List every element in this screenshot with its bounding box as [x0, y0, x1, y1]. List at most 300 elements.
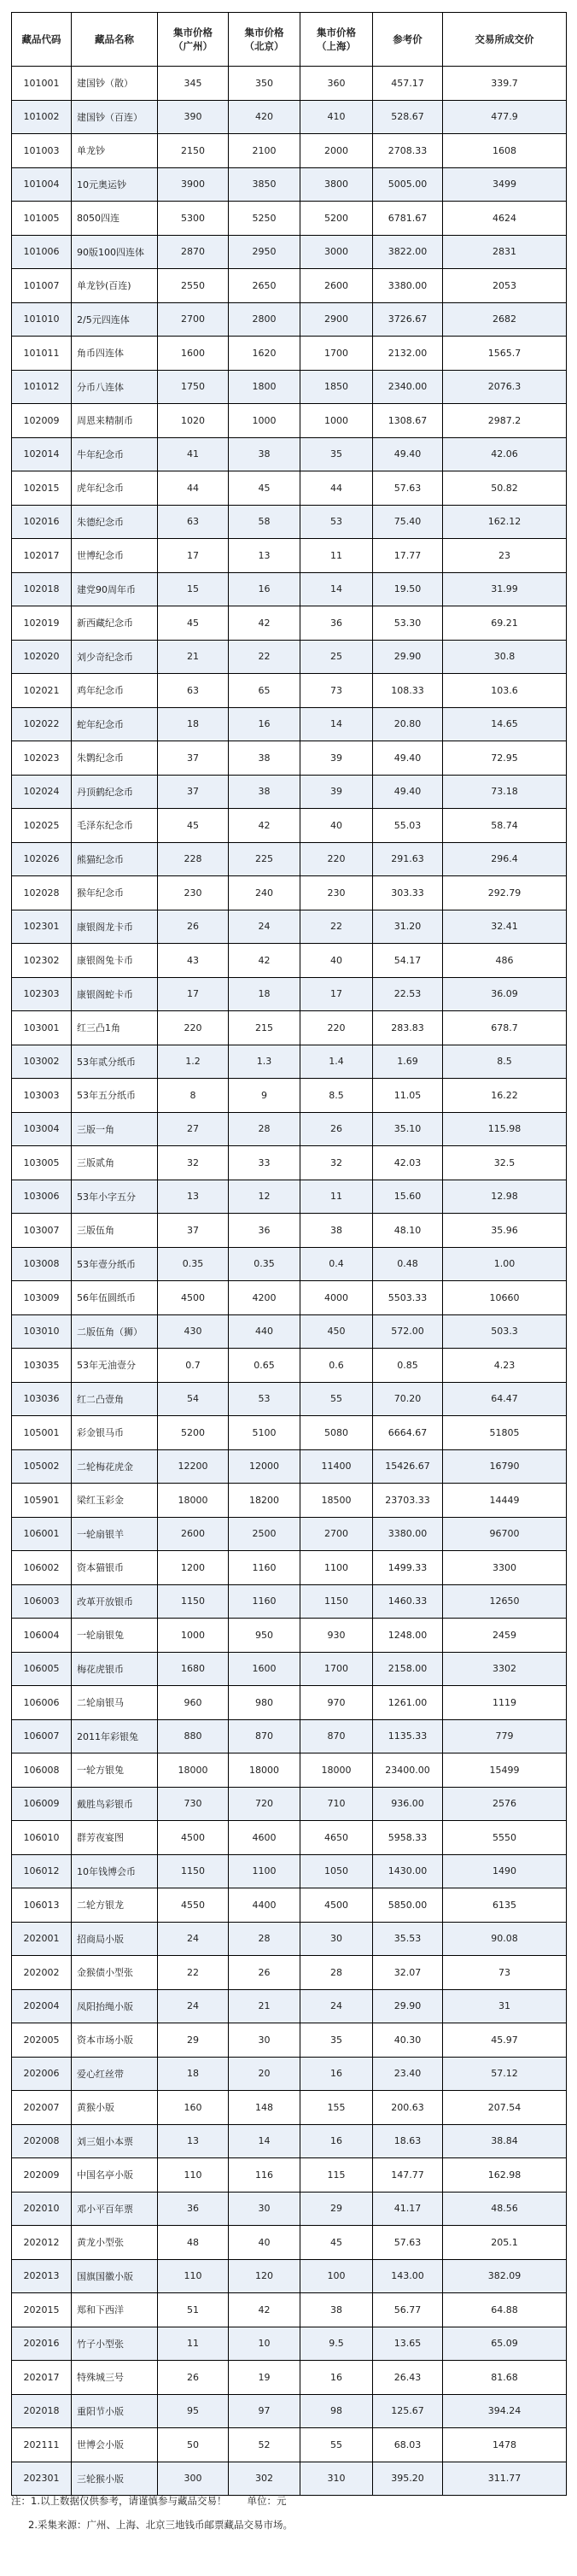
cell-name: 中国名亭小版 [72, 2158, 158, 2193]
cell-reference: 57.63 [373, 2226, 443, 2260]
cell-reference: 395.20 [373, 2462, 443, 2496]
cell-shanghai: 410 [300, 100, 373, 134]
cell-reference: 2340.00 [373, 370, 443, 404]
cell-code: 202016 [12, 2327, 72, 2361]
cell-beijing: 9 [229, 1079, 300, 1113]
cell-name: 刘三姐小本票 [72, 2124, 158, 2158]
cell-guangzhou: 4500 [158, 1281, 229, 1315]
cell-guangzhou: 27 [158, 1112, 229, 1146]
cell-code: 202010 [12, 2192, 72, 2226]
cell-name: 53年贰分纸币 [72, 1045, 158, 1079]
cell-shanghai: 24 [300, 1989, 373, 2023]
cell-trade: 1490 [443, 1854, 567, 1888]
cell-name: 朱德纪念币 [72, 505, 158, 539]
table-row [12, 1922, 567, 1956]
cell-beijing: 42 [229, 606, 300, 641]
cell-reference: 55.03 [373, 809, 443, 843]
cell-name: 二轮方银龙 [72, 1888, 158, 1923]
cell-reference: 1460.33 [373, 1584, 443, 1619]
cell-reference: 49.40 [373, 741, 443, 776]
cell-beijing: 24 [229, 910, 300, 944]
cell-beijing: 1620 [229, 337, 300, 371]
cell-beijing: 1100 [229, 1854, 300, 1888]
cell-trade: 90.08 [443, 1922, 567, 1956]
cell-trade: 32.5 [443, 1146, 567, 1180]
table-row [12, 674, 567, 708]
cell-guangzhou: 12200 [158, 1449, 229, 1484]
cell-reference: 125.67 [373, 2394, 443, 2428]
cell-name: 金猴债小型张 [72, 1956, 158, 1990]
cell-beijing: 38 [229, 741, 300, 776]
cell-shanghai: 1150 [300, 1584, 373, 1619]
header-trade-price: 交易所成交价 [443, 13, 567, 67]
cell-code: 102023 [12, 741, 72, 776]
cell-shanghai: 35 [300, 2023, 373, 2058]
footnote-disclaimer: 注：1.以上数据仅供参考，请谨慎参与藏品交易！ [11, 2495, 227, 2507]
cell-name: 康银阁蛇卡币 [72, 977, 158, 1011]
cell-guangzhou: 730 [158, 1787, 229, 1821]
cell-shanghai: 39 [300, 775, 373, 809]
cell-beijing: 215 [229, 1011, 300, 1045]
cell-trade: 65.09 [443, 2327, 567, 2361]
cell-code: 106003 [12, 1584, 72, 1619]
cell-reference: 70.20 [373, 1382, 443, 1416]
cell-shanghai: 230 [300, 876, 373, 910]
cell-trade: 45.97 [443, 2023, 567, 2058]
table-row [12, 202, 567, 236]
cell-guangzhou: 22 [158, 1956, 229, 1990]
cell-shanghai: 1700 [300, 337, 373, 371]
cell-name: 8050四连 [72, 202, 158, 236]
cell-code: 101002 [12, 100, 72, 134]
cell-name: 一轮扇银兔 [72, 1619, 158, 1653]
header-shanghai-price: 集市价格（上海） [300, 13, 373, 67]
cell-reference: 19.50 [373, 572, 443, 606]
cell-guangzhou: 48 [158, 2226, 229, 2260]
cell-shanghai: 28 [300, 1956, 373, 1990]
cell-beijing: 18000 [229, 1753, 300, 1788]
cell-guangzhou: 26 [158, 910, 229, 944]
table-row [12, 1349, 567, 1383]
cell-shanghai: 5080 [300, 1416, 373, 1450]
cell-name: 90版100四连体 [72, 235, 158, 269]
cell-reference: 32.07 [373, 1956, 443, 1990]
cell-code: 102020 [12, 640, 72, 674]
table-row [12, 1787, 567, 1821]
cell-reference: 200.63 [373, 2091, 443, 2125]
cell-shanghai: 100 [300, 2259, 373, 2293]
cell-shanghai: 11 [300, 1180, 373, 1214]
cell-name: 一轮扇银羊 [72, 1517, 158, 1551]
cell-guangzhou: 51 [158, 2293, 229, 2327]
cell-shanghai: 14 [300, 572, 373, 606]
cell-name: 2/5元四连体 [72, 302, 158, 337]
cell-shanghai: 55 [300, 2428, 373, 2462]
cell-code: 103009 [12, 1281, 72, 1315]
cell-name: 爱心红丝带 [72, 2057, 158, 2091]
table-row [12, 1045, 567, 1079]
table-row [12, 572, 567, 606]
cell-beijing: 2500 [229, 1517, 300, 1551]
cell-reference: 40.30 [373, 2023, 443, 2058]
table-row [12, 640, 567, 674]
cell-reference: 49.40 [373, 437, 443, 471]
cell-shanghai: 16 [300, 2361, 373, 2395]
table-row [12, 1551, 567, 1585]
cell-beijing: 18200 [229, 1484, 300, 1518]
table-row [12, 1449, 567, 1484]
cell-guangzhou: 36 [158, 2192, 229, 2226]
cell-code: 103004 [12, 1112, 72, 1146]
cell-name: 丹顶鹤纪念币 [72, 775, 158, 809]
table-row [12, 1011, 567, 1045]
cell-trade: 207.54 [443, 2091, 567, 2125]
cell-beijing: 12000 [229, 1449, 300, 1484]
cell-guangzhou: 345 [158, 67, 229, 101]
cell-shanghai: 155 [300, 2091, 373, 2125]
cell-reference: 108.33 [373, 674, 443, 708]
table-row [12, 1888, 567, 1923]
cell-code: 105002 [12, 1449, 72, 1484]
cell-name: 一轮方银兔 [72, 1753, 158, 1788]
cell-guangzhou: 43 [158, 944, 229, 978]
cell-trade: 2459 [443, 1619, 567, 1653]
cell-reference: 20.80 [373, 707, 443, 741]
cell-guangzhou: 1000 [158, 1619, 229, 1653]
cell-shanghai: 39 [300, 741, 373, 776]
cell-shanghai: 1.4 [300, 1045, 373, 1079]
cell-code: 103001 [12, 1011, 72, 1045]
cell-name: 康银阁兔卡币 [72, 944, 158, 978]
cell-reference: 23703.33 [373, 1484, 443, 1518]
cell-guangzhou: 32 [158, 1146, 229, 1180]
cell-beijing: 0.65 [229, 1349, 300, 1383]
cell-guangzhou: 63 [158, 505, 229, 539]
cell-reference: 1499.33 [373, 1551, 443, 1585]
cell-name: 资本猫银币 [72, 1551, 158, 1585]
cell-reference: 0.48 [373, 1247, 443, 1281]
cell-guangzhou: 18 [158, 707, 229, 741]
cell-shanghai: 30 [300, 1922, 373, 1956]
cell-guangzhou: 24 [158, 1922, 229, 1956]
cell-trade: 16790 [443, 1449, 567, 1484]
cell-code: 106002 [12, 1551, 72, 1585]
cell-trade: 6135 [443, 1888, 567, 1923]
cell-shanghai: 0.4 [300, 1247, 373, 1281]
cell-guangzhou: 17 [158, 977, 229, 1011]
cell-shanghai: 220 [300, 1011, 373, 1045]
cell-trade: 96700 [443, 1517, 567, 1551]
cell-shanghai: 1050 [300, 1854, 373, 1888]
cell-guangzhou: 18000 [158, 1753, 229, 1788]
cell-guangzhou: 1200 [158, 1551, 229, 1585]
cell-beijing: 58 [229, 505, 300, 539]
cell-reference: 3380.00 [373, 269, 443, 303]
cell-trade: 503.3 [443, 1314, 567, 1349]
cell-beijing: 120 [229, 2259, 300, 2293]
cell-trade: 30.8 [443, 640, 567, 674]
footnote-line-1 [11, 2489, 566, 2513]
cell-trade: 8.5 [443, 1045, 567, 1079]
cell-beijing: 1600 [229, 1652, 300, 1686]
cell-name: 凤阳抬绳小版 [72, 1989, 158, 2023]
cell-code: 102021 [12, 674, 72, 708]
cell-code: 102022 [12, 707, 72, 741]
cell-beijing: 16 [229, 707, 300, 741]
cell-beijing: 12 [229, 1180, 300, 1214]
cell-code: 202008 [12, 2124, 72, 2158]
table-row [12, 2192, 567, 2226]
cell-guangzhou: 1.2 [158, 1045, 229, 1079]
table-row [12, 471, 567, 506]
cell-code: 102017 [12, 539, 72, 573]
cell-shanghai: 40 [300, 809, 373, 843]
cell-beijing: 225 [229, 842, 300, 876]
cell-trade: 12650 [443, 1584, 567, 1619]
cell-reference: 5958.33 [373, 1821, 443, 1855]
table-row [12, 1484, 567, 1518]
cell-shanghai: 360 [300, 67, 373, 101]
cell-reference: 3726.67 [373, 302, 443, 337]
cell-reference: 29.90 [373, 1989, 443, 2023]
cell-guangzhou: 1600 [158, 337, 229, 371]
cell-guangzhou: 37 [158, 1214, 229, 1248]
table-row [12, 1247, 567, 1281]
cell-guangzhou: 5300 [158, 202, 229, 236]
table-header-row [12, 13, 567, 67]
cell-name: 二版伍角（狮） [72, 1314, 158, 1349]
cell-guangzhou: 4550 [158, 1888, 229, 1923]
cell-beijing: 302 [229, 2462, 300, 2496]
cell-beijing: 720 [229, 1787, 300, 1821]
cell-beijing: 26 [229, 1956, 300, 1990]
cell-guangzhou: 160 [158, 2091, 229, 2125]
cell-beijing: 38 [229, 437, 300, 471]
cell-trade: 12.98 [443, 1180, 567, 1214]
cell-beijing: 240 [229, 876, 300, 910]
cell-code: 106012 [12, 1854, 72, 1888]
table-row [12, 1956, 567, 1990]
cell-code: 102016 [12, 505, 72, 539]
cell-reference: 1261.00 [373, 1686, 443, 1720]
cell-beijing: 870 [229, 1719, 300, 1753]
cell-trade: 292.79 [443, 876, 567, 910]
cell-trade: 2682 [443, 302, 567, 337]
cell-code: 101003 [12, 134, 72, 168]
cell-name: 重阳节小版 [72, 2394, 158, 2428]
cell-shanghai: 22 [300, 910, 373, 944]
cell-name: 鸡年纪念币 [72, 674, 158, 708]
cell-shanghai: 16 [300, 2057, 373, 2091]
cell-name: 53年无油壹分 [72, 1349, 158, 1383]
price-table-container [11, 12, 566, 2496]
cell-code: 106010 [12, 1821, 72, 1855]
cell-guangzhou: 228 [158, 842, 229, 876]
cell-name: 二轮扇银马 [72, 1686, 158, 1720]
price-table [11, 12, 567, 2496]
cell-guangzhou: 0.7 [158, 1349, 229, 1383]
cell-code: 106013 [12, 1888, 72, 1923]
table-row [12, 1079, 567, 1113]
cell-code: 103005 [12, 1146, 72, 1180]
cell-reference: 75.40 [373, 505, 443, 539]
cell-reference: 6781.67 [373, 202, 443, 236]
table-row [12, 775, 567, 809]
header-name: 藏品名称 [72, 13, 158, 67]
table-row [12, 1821, 567, 1855]
cell-code: 202002 [12, 1956, 72, 1990]
cell-code: 103002 [12, 1045, 72, 1079]
table-row [12, 302, 567, 337]
cell-shanghai: 38 [300, 1214, 373, 1248]
cell-beijing: 350 [229, 67, 300, 101]
table-row [12, 269, 567, 303]
cell-guangzhou: 8 [158, 1079, 229, 1113]
table-row [12, 2394, 567, 2428]
cell-trade: 1.00 [443, 1247, 567, 1281]
table-row [12, 606, 567, 641]
cell-reference: 5850.00 [373, 1888, 443, 1923]
cell-shanghai: 36 [300, 606, 373, 641]
cell-reference: 13.65 [373, 2327, 443, 2361]
cell-beijing: 97 [229, 2394, 300, 2428]
cell-guangzhou: 230 [158, 876, 229, 910]
header-code: 藏品代码 [12, 13, 72, 67]
table-row [12, 2293, 567, 2327]
cell-reference: 68.03 [373, 2428, 443, 2462]
cell-shanghai: 35 [300, 437, 373, 471]
cell-guangzhou: 50 [158, 2428, 229, 2462]
cell-shanghai: 450 [300, 1314, 373, 1349]
cell-trade: 69.21 [443, 606, 567, 641]
cell-name: 三轮猴小版 [72, 2462, 158, 2496]
cell-guangzhou: 15 [158, 572, 229, 606]
cell-trade: 2831 [443, 235, 567, 269]
cell-reference: 1308.67 [373, 404, 443, 438]
cell-reference: 23.40 [373, 2057, 443, 2091]
cell-name: 53年五分纸币 [72, 1079, 158, 1113]
cell-name: 毛泽东纪念币 [72, 809, 158, 843]
cell-trade: 38.84 [443, 2124, 567, 2158]
cell-code: 202001 [12, 1922, 72, 1956]
cell-beijing: 5100 [229, 1416, 300, 1450]
cell-guangzhou: 13 [158, 1180, 229, 1214]
cell-beijing: 28 [229, 1112, 300, 1146]
cell-code: 202004 [12, 1989, 72, 2023]
table-row [12, 437, 567, 471]
table-row [12, 1517, 567, 1551]
cell-name: 资本市场小版 [72, 2023, 158, 2058]
cell-beijing: 116 [229, 2158, 300, 2193]
cell-trade: 32.41 [443, 910, 567, 944]
cell-trade: 50.82 [443, 471, 567, 506]
cell-trade: 15499 [443, 1753, 567, 1788]
header-beijing-price: 集市价格（北京） [229, 13, 300, 67]
cell-guangzhou: 63 [158, 674, 229, 708]
cell-trade: 14449 [443, 1484, 567, 1518]
cell-beijing: 440 [229, 1314, 300, 1349]
cell-code: 102018 [12, 572, 72, 606]
cell-trade: 57.12 [443, 2057, 567, 2091]
cell-guangzhou: 1680 [158, 1652, 229, 1686]
cell-shanghai: 32 [300, 1146, 373, 1180]
cell-guangzhou: 110 [158, 2259, 229, 2293]
cell-trade: 205.1 [443, 2226, 567, 2260]
cell-guangzhou: 220 [158, 1011, 229, 1045]
cell-shanghai: 16 [300, 2124, 373, 2158]
cell-beijing: 1.3 [229, 1045, 300, 1079]
cell-beijing: 65 [229, 674, 300, 708]
cell-code: 102301 [12, 910, 72, 944]
cell-shanghai: 29 [300, 2192, 373, 2226]
cell-shanghai: 98 [300, 2394, 373, 2428]
cell-trade: 103.6 [443, 674, 567, 708]
cell-reference: 147.77 [373, 2158, 443, 2193]
cell-name: 彩金银马币 [72, 1416, 158, 1450]
cell-code: 101011 [12, 337, 72, 371]
cell-shanghai: 710 [300, 1787, 373, 1821]
cell-beijing: 1160 [229, 1551, 300, 1585]
cell-name: 10年钱博会币 [72, 1854, 158, 1888]
cell-name: 邓小平百年票 [72, 2192, 158, 2226]
cell-name: 虎年纪念币 [72, 471, 158, 506]
cell-trade: 10660 [443, 1281, 567, 1315]
cell-beijing: 2950 [229, 235, 300, 269]
table-row [12, 1146, 567, 1180]
cell-code: 103003 [12, 1079, 72, 1113]
cell-trade: 477.9 [443, 100, 567, 134]
cell-code: 106005 [12, 1652, 72, 1686]
cell-beijing: 4200 [229, 1281, 300, 1315]
cell-code: 106008 [12, 1753, 72, 1788]
cell-beijing: 980 [229, 1686, 300, 1720]
cell-reference: 49.40 [373, 775, 443, 809]
cell-name: 建国钞（百连） [72, 100, 158, 134]
cell-reference: 23400.00 [373, 1753, 443, 1788]
cell-reference: 15426.67 [373, 1449, 443, 1484]
cell-trade: 72.95 [443, 741, 567, 776]
cell-guangzhou: 110 [158, 2158, 229, 2193]
cell-reference: 3380.00 [373, 1517, 443, 1551]
cell-guangzhou: 45 [158, 606, 229, 641]
cell-shanghai: 53 [300, 505, 373, 539]
table-row [12, 1753, 567, 1788]
cell-shanghai: 11400 [300, 1449, 373, 1484]
cell-trade: 296.4 [443, 842, 567, 876]
cell-trade: 1119 [443, 1686, 567, 1720]
cell-name: 二轮梅花虎金 [72, 1449, 158, 1484]
cell-reference: 5005.00 [373, 167, 443, 202]
cell-reference: 35.53 [373, 1922, 443, 1956]
table-row [12, 1989, 567, 2023]
cell-name: 2011年彩银兔 [72, 1719, 158, 1753]
table-row [12, 404, 567, 438]
cell-reference: 2132.00 [373, 337, 443, 371]
cell-shanghai: 45 [300, 2226, 373, 2260]
cell-guangzhou: 37 [158, 741, 229, 776]
cell-reference: 18.63 [373, 2124, 443, 2158]
cell-guangzhou: 18000 [158, 1484, 229, 1518]
cell-shanghai: 38 [300, 2293, 373, 2327]
table-row [12, 1854, 567, 1888]
cell-guangzhou: 5200 [158, 1416, 229, 1450]
cell-reference: 2708.33 [373, 134, 443, 168]
cell-code: 101001 [12, 67, 72, 101]
cell-guangzhou: 0.35 [158, 1247, 229, 1281]
cell-code: 102302 [12, 944, 72, 978]
cell-beijing: 13 [229, 539, 300, 573]
table-row [12, 1214, 567, 1248]
